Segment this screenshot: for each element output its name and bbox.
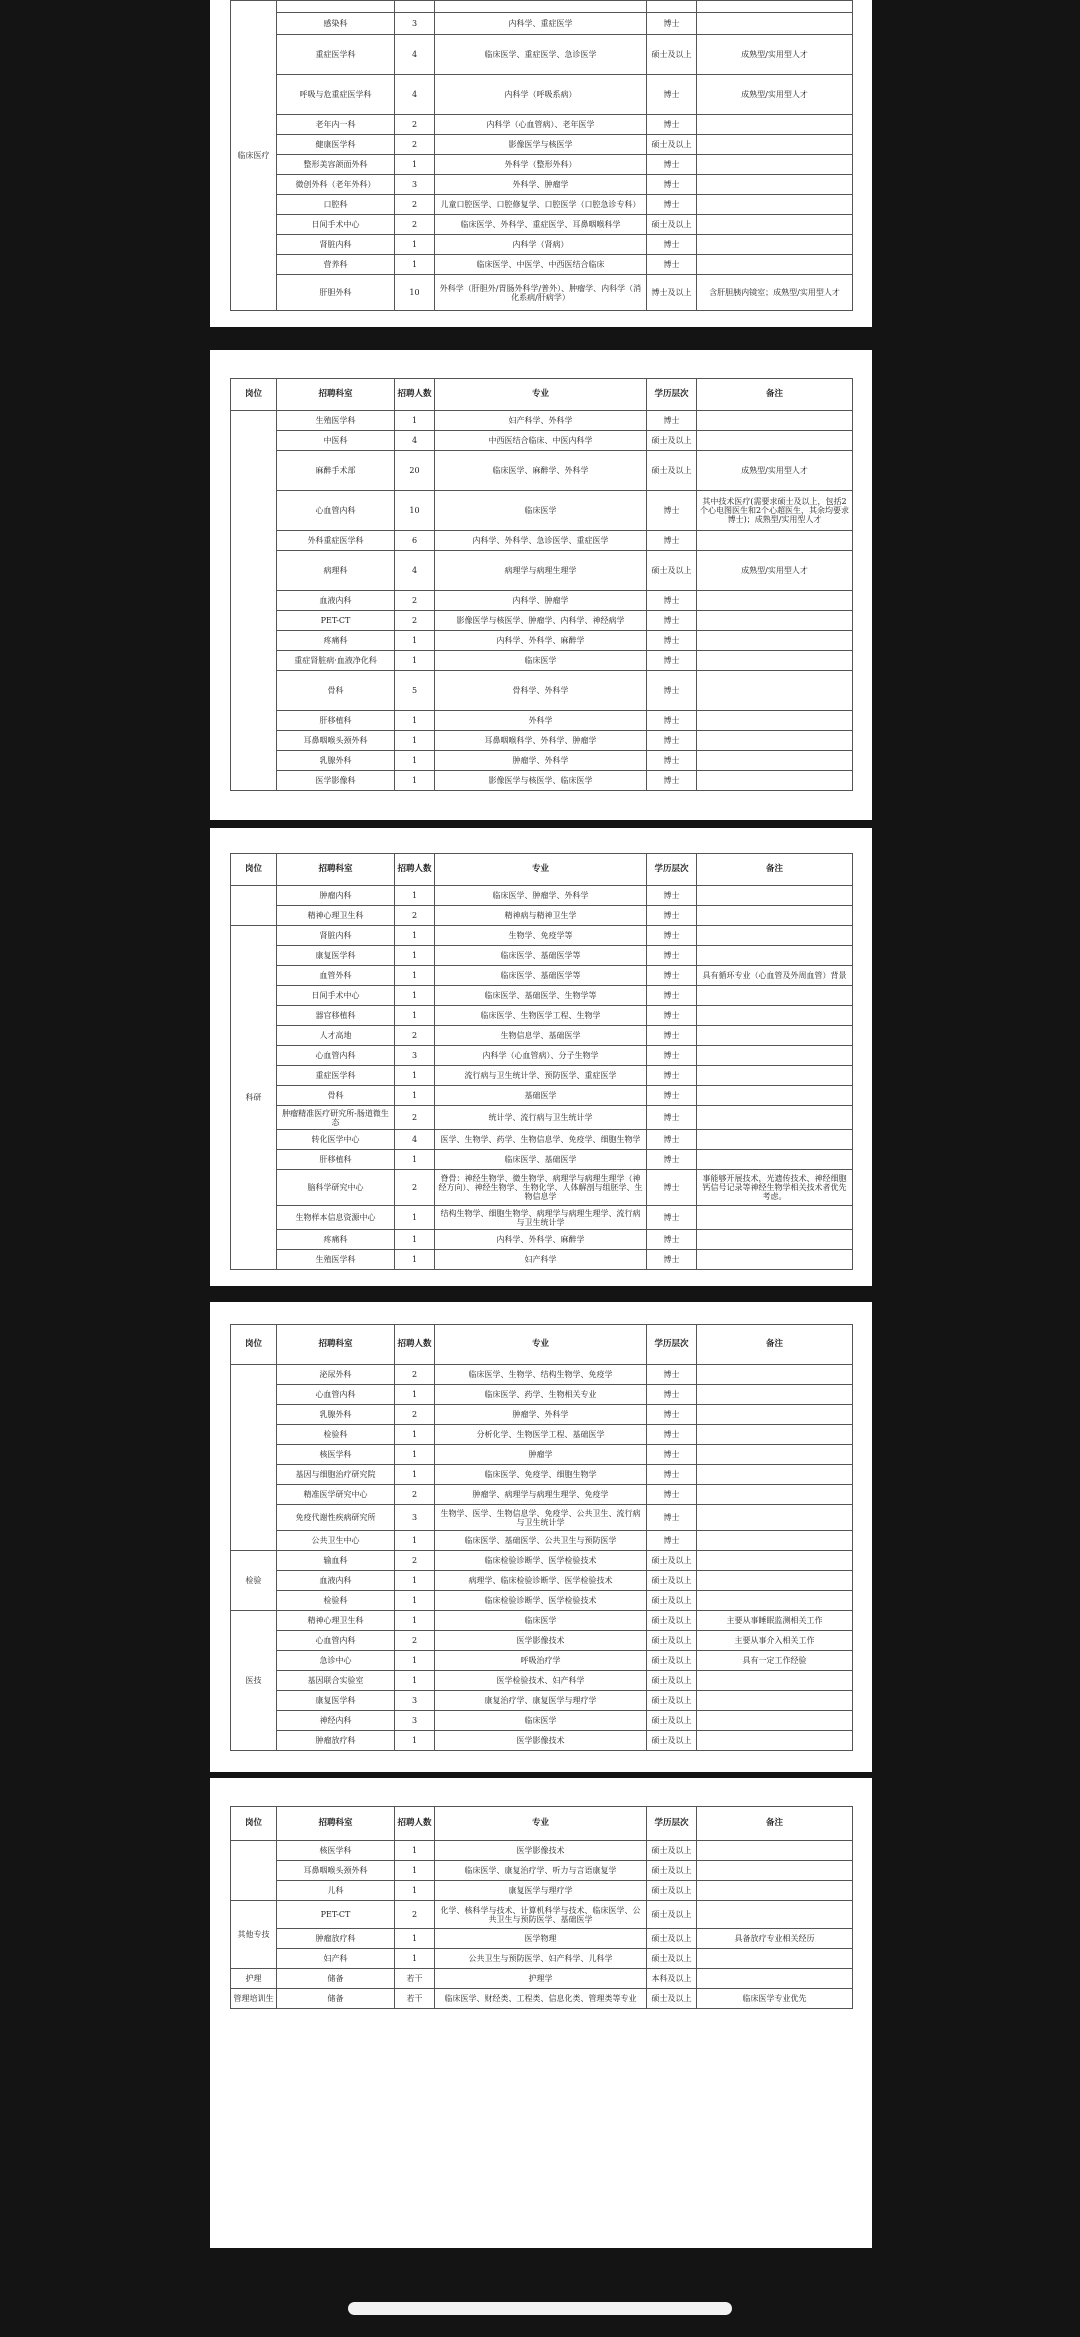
recruitment-table-4 bbox=[230, 1324, 853, 1751]
table-row: 血液内科 1 病理学、临床检验诊断学、医学检验技术 硕士及以上 bbox=[231, 1571, 853, 1591]
table-row: 心血管内科 3 内科学（心血管病）、分子生物学 博士 bbox=[231, 1046, 853, 1066]
table-row: 脑科学研究中心 2 脊骨：神经生物学、微生物学、病理学与病理生理学（神经方向）、神经生物学、生物化学、人体解剖与组胚学、生物信息学 博士 事能够开展技术，光遗传技术、神经细胞钙信号记录等神经生物学相关技术者优先考虑。 bbox=[231, 1170, 853, 1206]
table-row: 营养科 1 临床医学、中医学、中西医结合临床 博士 bbox=[231, 255, 853, 275]
table-row: 外科重症医学科 6 内科学、外科学、急诊医学、重症医学 博士 bbox=[231, 531, 853, 551]
group-cell: 科研 bbox=[231, 926, 277, 1270]
group-cell: 检验 bbox=[231, 1551, 277, 1611]
table-row: PET-CT 2 影像医学与核医学、肿瘤学、内科学、神经病学 博士 bbox=[231, 611, 853, 631]
table-row: 护理 储备 若干 护理学 本科及以上 bbox=[231, 1969, 853, 1989]
header-major: 专业 bbox=[435, 379, 647, 411]
group-cell: 护理 bbox=[231, 1969, 277, 1989]
table-row: 医技 精神心理卫生科 1 临床医学 硕士及以上 主要从事睡眠监测相关工作 bbox=[231, 1611, 853, 1631]
table-row bbox=[231, 1, 853, 13]
table-row: 基因与细胞治疗研究院 1 临床医学、免疫学、细胞生物学 博士 bbox=[231, 1465, 853, 1485]
table-header-row: 岗位 招聘科室 招聘人数 专业 学历层次 备注 bbox=[231, 854, 853, 886]
table-row: 精准医学研究中心 2 肿瘤学、病理学与病理生理学、免疫学 博士 bbox=[231, 1485, 853, 1505]
table-row: 生物样本信息资源中心 1 结构生物学、细胞生物学、病理学与病理生理学、流行病与卫生统计学 博士 bbox=[231, 1206, 853, 1230]
table-row: 病理科 4 病理学与病理生理学 硕士及以上 成熟型/实用型人才 bbox=[231, 551, 853, 591]
table-row: 精神心理卫生科 2 精神病与精神卫生学 博士 bbox=[231, 906, 853, 926]
table-row: 器官移植科 1 临床医学、生物医学工程、生物学 博士 bbox=[231, 1006, 853, 1026]
table-row: 感染科 3 内科学、重症医学 博士 bbox=[231, 13, 853, 35]
table-row: 重症肾脏病·血液净化科 1 临床医学 博士 bbox=[231, 651, 853, 671]
table-header-row bbox=[231, 379, 853, 411]
document-page-4 bbox=[210, 1302, 872, 1772]
table-row: 检验科 1 临床检验诊断学、医学检验技术 硕士及以上 bbox=[231, 1591, 853, 1611]
group-cell: 其他专技 bbox=[231, 1901, 277, 1969]
table-row: 其他专技 PET-CT 2 化学、核科学与技术、计算机科学与技术、临床医学、公共卫生与预防医学、基础医学 硕士及以上 bbox=[231, 1901, 853, 1929]
group-cell: 医技 bbox=[231, 1611, 277, 1751]
document-page-5 bbox=[210, 1778, 872, 2248]
table-row: 检验科 1 分析化学、生物医学工程、基础医学 博士 bbox=[231, 1425, 853, 1445]
table-row: 乳腺外科 1 肿瘤学、外科学 博士 bbox=[231, 751, 853, 771]
recruitment-table-3 bbox=[230, 853, 853, 1270]
table-row: 日间手术中心 1 临床医学、基础医学、生物学等 博士 bbox=[231, 986, 853, 1006]
table-row: 妇产科 1 公共卫生与预防医学、妇产科学、儿科学 硕士及以上 bbox=[231, 1949, 853, 1969]
table-row: 肝胆外科 10 外科学（肝胆外/胃肠外科学/普外）、肿瘤学、内科学（消化系病/肝病学） 博士及以上 含肝胆胰内镜室；成熟型/实用型人才 bbox=[231, 275, 853, 311]
document-page-3 bbox=[210, 828, 872, 1286]
table-row: 康复医学科 1 临床医学、基础医学等 博士 bbox=[231, 946, 853, 966]
degree-cell bbox=[647, 1, 697, 13]
table-row: 骨科 5 骨科学、外科学 博士 bbox=[231, 671, 853, 711]
header-degree: 学历层次 bbox=[647, 379, 697, 411]
table-row: 微创外科（老年外科） 3 外科学、肿瘤学 博士 bbox=[231, 175, 853, 195]
table-row: 骨科 1 基础医学 博士 bbox=[231, 1086, 853, 1106]
header-count: 招聘人数 bbox=[395, 379, 435, 411]
table-row: 肿瘤内科 1 临床医学、肿瘤学、外科学 博士 bbox=[231, 886, 853, 906]
table-row: 基因联合实验室 1 医学检验技术、妇产科学 硕士及以上 bbox=[231, 1671, 853, 1691]
table-row: 人才高地 2 生物信息学、基础医学 博士 bbox=[231, 1026, 853, 1046]
table-row: 神经内科 3 临床医学 硕士及以上 bbox=[231, 1711, 853, 1731]
table-row: 生殖医学科 1 妇产科学、外科学 博士 bbox=[231, 411, 853, 431]
table-row: 日间手术中心 2 临床医学、外科学、重症医学、耳鼻咽喉科学 硕士及以上 bbox=[231, 215, 853, 235]
table-row: 肿瘤放疗科 1 医学物理 硕士及以上 具备放疗专业相关经历 bbox=[231, 1929, 853, 1949]
table-row: 科研 肾脏内科 1 生物学、免疫学等 博士 bbox=[231, 926, 853, 946]
table-row: 老年内一科 2 内科学（心血管病）、老年医学 博士 bbox=[231, 115, 853, 135]
table-row: 心血管内科 10 临床医学 博士 其中技术医疗(需要求硕士及以上，包括2个心电图医生和2个心超医生，其余均要求博士)；成熟型/实用型人才 bbox=[231, 491, 853, 531]
table-row: 耳鼻咽喉头颈外科 1 耳鼻咽喉科学、外科学、肿瘤学 博士 bbox=[231, 731, 853, 751]
table-row: 耳鼻咽喉头颈外科 1 临床医学、康复治疗学、听力与言语康复学 硕士及以上 bbox=[231, 1861, 853, 1881]
table-row: 重症医学科 1 流行病与卫生统计学、预防医学、重症医学 博士 bbox=[231, 1066, 853, 1086]
table-row: 生殖医学科 1 妇产科学 博士 bbox=[231, 1250, 853, 1270]
count-cell bbox=[395, 1, 435, 13]
table-row: 肝移植科 1 临床医学、基础医学 博士 bbox=[231, 1150, 853, 1170]
table-row: 心血管内科 2 医学影像技术 硕士及以上 主要从事介入相关工作 bbox=[231, 1631, 853, 1651]
table-header-row: 岗位 招聘科室 招聘人数 专业 学历层次 备注 bbox=[231, 1325, 853, 1365]
table-row: 疼痛科 1 内科学、外科学、麻醉学 博士 bbox=[231, 631, 853, 651]
table-row: 转化医学中心 4 医学、生物学、药学、生物信息学、免疫学、细胞生物学 博士 bbox=[231, 1130, 853, 1150]
table-row: 乳腺外科 2 肿瘤学、外科学 博士 bbox=[231, 1405, 853, 1425]
table-row: 急诊中心 1 呼吸治疗学 硕士及以上 具有一定工作经验 bbox=[231, 1651, 853, 1671]
table-row: 泌尿外科 2 临床医学、生物学、结构生物学、免疫学 博士 bbox=[231, 1365, 853, 1385]
table-row: 肿瘤放疗科 1 医学影像技术 硕士及以上 bbox=[231, 1731, 853, 1751]
table-row: 健康医学科 2 影像医学与核医学 硕士及以上 bbox=[231, 135, 853, 155]
table-row: 血液内科 2 内科学、肿瘤学 博士 bbox=[231, 591, 853, 611]
table-row: 康复医学科 3 康复治疗学、康复医学与理疗学 硕士及以上 bbox=[231, 1691, 853, 1711]
table-row: 疼痛科 1 内科学、外科学、麻醉学 博士 bbox=[231, 1230, 853, 1250]
table-row: 公共卫生中心 1 临床医学、基础医学、公共卫生与预防医学 博士 bbox=[231, 1531, 853, 1551]
header-dept: 招聘科室 bbox=[277, 379, 395, 411]
table-row: 呼吸与危重症医学科 4 内科学（呼吸系病） 博士 成熟型/实用型人才 bbox=[231, 75, 853, 115]
major-cell bbox=[435, 1, 647, 13]
table-row: 检验 输血科 2 临床检验诊断学、医学检验技术 硕士及以上 bbox=[231, 1551, 853, 1571]
table-row: 口腔科 2 儿童口腔医学、口腔修复学、口腔医学（口腔急诊专科） 博士 bbox=[231, 195, 853, 215]
table-row: 核医学科 1 肿瘤学 博士 bbox=[231, 1445, 853, 1465]
table-row: 心血管内科 1 临床医学、药学、生物相关专业 博士 bbox=[231, 1385, 853, 1405]
table-row: 整形美容颌面外科 1 外科学（整形外科） 博士 bbox=[231, 155, 853, 175]
table-row: 儿科 1 康复医学与理疗学 硕士及以上 bbox=[231, 1881, 853, 1901]
recruitment-table-1 bbox=[230, 0, 853, 311]
dept-cell bbox=[277, 1, 395, 13]
table-header-row: 岗位 招聘科室 招聘人数 专业 学历层次 备注 bbox=[231, 1807, 853, 1841]
table-row: 医学影像科 1 影像医学与核医学、临床医学 博士 bbox=[231, 771, 853, 791]
group-cell: 临床医疗 bbox=[231, 1, 277, 311]
header-post: 岗位 bbox=[231, 379, 277, 411]
header-note: 备注 bbox=[697, 379, 853, 411]
note-cell bbox=[697, 1, 853, 13]
table-row: 肾脏内科 1 内科学（肾病） 博士 bbox=[231, 235, 853, 255]
table-row: 重症医学科 4 临床医学、重症医学、急诊医学 硕士及以上 成熟型/实用型人才 bbox=[231, 35, 853, 75]
document-page-1 bbox=[210, 0, 872, 327]
table-row: 中医科 4 中西医结合临床、中医内科学 硕士及以上 bbox=[231, 431, 853, 451]
recruitment-table-5 bbox=[230, 1806, 853, 2009]
table-row: 肿瘤精准医疗研究所-肠道微生态 2 统计学、流行病与卫生统计学 博士 bbox=[231, 1106, 853, 1130]
table-row: 麻醉手术部 20 临床医学、麻醉学、外科学 硕士及以上 成熟型/实用型人才 bbox=[231, 451, 853, 491]
table-row: 核医学科 1 医学影像技术 硕士及以上 bbox=[231, 1841, 853, 1861]
home-indicator[interactable] bbox=[348, 2302, 732, 2315]
table-row: 血管外科 1 临床医学、基础医学等 博士 具有循环专业（心血管及外周血管）背景 bbox=[231, 966, 853, 986]
document-page-2 bbox=[210, 350, 872, 820]
recruitment-table-2 bbox=[230, 378, 853, 791]
table-row: 管理培训生 储备 若干 临床医学、财经类、工程类、信息化类、管理类等专业 硕士及以上 临床医学专业优先 bbox=[231, 1989, 853, 2009]
table-row: 免疫代谢性疾病研究所 3 生物学、医学、生物信息学、免疫学、公共卫生、流行病与卫生统计学 博士 bbox=[231, 1505, 853, 1531]
group-cell: 管理培训生 bbox=[231, 1989, 277, 2009]
table-row: 肝移植科 1 外科学 博士 bbox=[231, 711, 853, 731]
